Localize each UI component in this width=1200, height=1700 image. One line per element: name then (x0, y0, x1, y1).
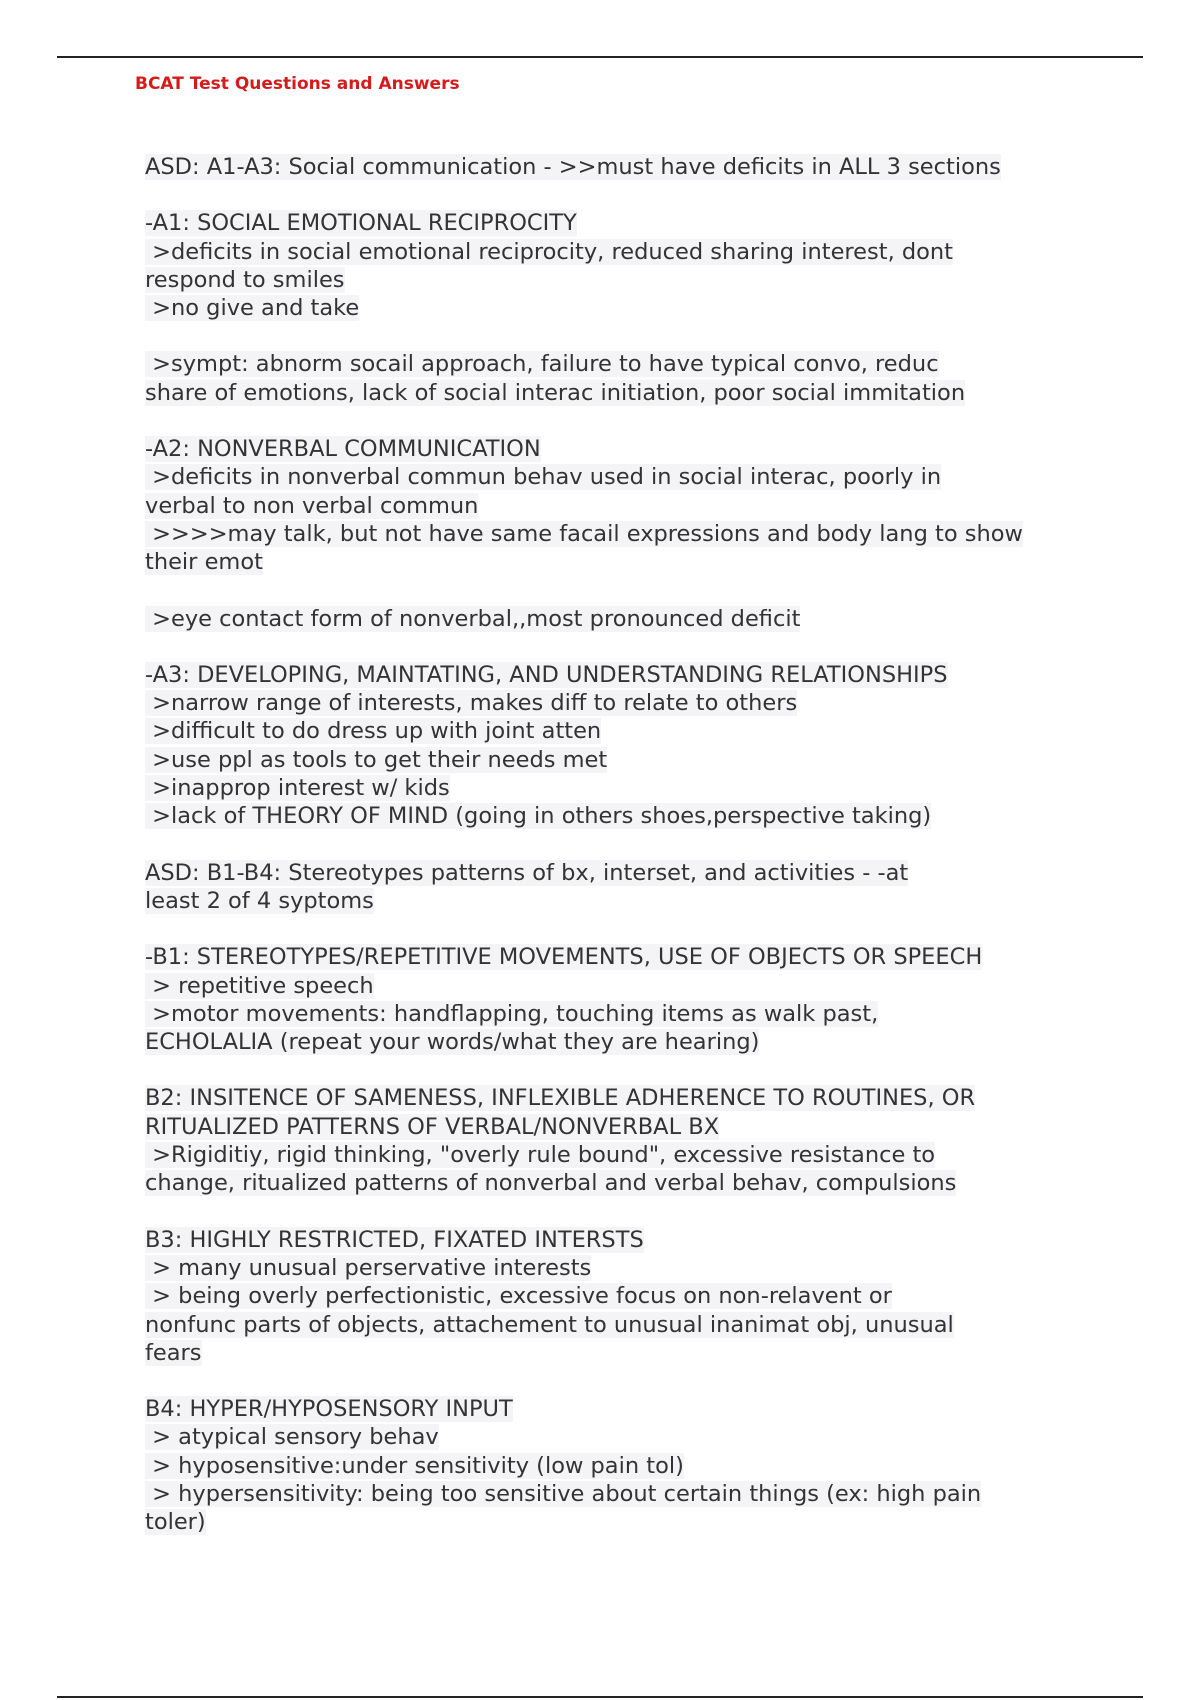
section-a3 (145, 661, 1145, 831)
text-line: -A1: SOCIAL EMOTIONAL RECIPROCITY (145, 210, 577, 237)
text-line: > many unusual perservative interests (145, 1254, 592, 1281)
text-line: >eye contact form of nonverbal,,most pronounced deficit (145, 605, 801, 632)
text-line: >narrow range of interests, makes diff to relate to others (145, 690, 798, 717)
text-line: >Rigiditiy, rigid thinking, "overly rule bound", excessive resistance to (145, 1142, 936, 1169)
text-line: ASD: A1-A3: Social communication - >>must have deficits in ALL 3 sections (145, 154, 1001, 180)
section-asd-b-intro (145, 859, 1145, 916)
text-line: >motor movements: handflapping, touching items as walk past, (145, 1000, 879, 1027)
text-line: B3: HIGHLY RESTRICTED, FIXATED INTERSTS (145, 1226, 644, 1253)
text-line: share of emotions, lack of social interac initiation, poor social immitation (145, 379, 966, 406)
text-line: >inapprop interest w/ kids (145, 775, 450, 802)
text-line: >difficult to do dress up with joint atten (145, 718, 602, 745)
text-line: -A3: DEVELOPING, MAINTATING, AND UNDERSTANDING RELATIONSHIPS (145, 661, 948, 688)
text-line: >deficits in social emotional reciprocity, reduced sharing interest, dont (145, 238, 954, 265)
text-line: toler) (145, 1509, 206, 1536)
text-line: -B1: STEREOTYPES/REPETITIVE MOVEMENTS, USE OF OBJECTS OR SPEECH (145, 944, 983, 971)
text-line: >use ppl as tools to get their needs met (145, 746, 608, 773)
text-line: > hyposensitive:under sensitivity (low pain tol) (145, 1452, 684, 1479)
text-line: B2: INSITENCE OF SAMENESS, INFLEXIBLE ADHERENCE TO ROUTINES, OR (145, 1085, 976, 1112)
text-line: > hypersensitivity: being too sensitive about certain things (ex: high pain (145, 1480, 982, 1507)
footer-rule (57, 1696, 1143, 1698)
text-line: >>>>may talk, but not have same facail expressions and body lang to show (145, 520, 1023, 547)
section-a2-eye-contact (145, 605, 1145, 633)
text-line: > being overly perfectionistic, excessive focus on non-relavent or (145, 1283, 892, 1310)
text-line: >deficits in nonverbal commun behav used in social interac, poorly in (145, 464, 942, 491)
document-title: BCAT Test Questions and Answers (135, 74, 460, 94)
text-line: their emot (145, 549, 263, 576)
section-b3 (145, 1226, 1145, 1367)
section-a1-symptoms (145, 350, 1145, 407)
section-b1 (145, 943, 1145, 1056)
section-a1 (145, 209, 1145, 322)
text-line: ASD: B1-B4: Stereotypes patterns of bx, interset, and activities - -at (145, 859, 909, 886)
section-a2 (145, 435, 1145, 576)
text-line: >lack of THEORY OF MIND (going in others shoes,perspective taking) (145, 803, 932, 830)
text-line: >sympt: abnorm socail approach, failure to have typical convo, reduc (145, 351, 939, 378)
text-line: ECHOLALIA (repeat your words/what they are hearing) (145, 1029, 760, 1056)
text-line: RITUALIZED PATTERNS OF VERBAL/NONVERBAL BX (145, 1113, 720, 1140)
text-line: > repetitive speech (145, 972, 374, 999)
text-line: -A2: NONVERBAL COMMUNICATION (145, 436, 541, 463)
section-b2 (145, 1084, 1145, 1197)
text-line: fears (145, 1339, 202, 1366)
text-line: B4: HYPER/HYPOSENSORY INPUT (145, 1396, 513, 1423)
text-line: change, ritualized patterns of nonverbal and verbal behav, compulsions (145, 1170, 957, 1197)
header-rule (57, 56, 1143, 58)
text-line: >no give and take (145, 295, 360, 322)
section-asd-a-intro (145, 153, 1145, 181)
text-line: nonfunc parts of objects, attachement to unusual inanimat obj, unusual (145, 1311, 954, 1338)
text-line: > atypical sensory behav (145, 1424, 439, 1451)
text-line: respond to smiles (145, 266, 345, 293)
text-line: verbal to non verbal commun (145, 492, 479, 519)
section-b4 (145, 1395, 1145, 1536)
document-body (145, 153, 1145, 1565)
text-line: least 2 of 4 syptoms (145, 887, 374, 914)
